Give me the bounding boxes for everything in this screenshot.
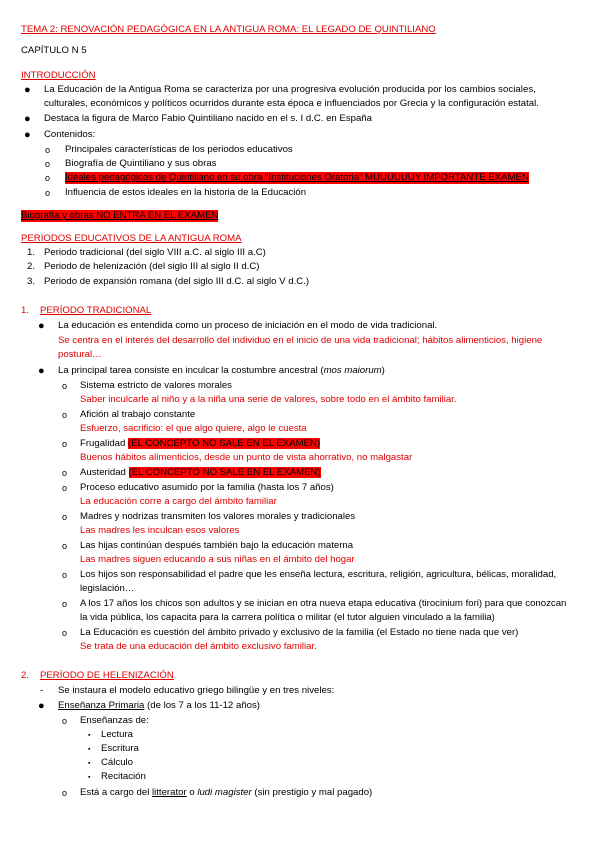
s1-item-3: Frugalidad (EL CONCEPTO NO SALE EN EL EXAMEN) [80, 438, 321, 449]
circle-bullet-icon: o [45, 159, 51, 169]
s1-item-3-note: Buenos hábitos alimenticios, desde un punto de vista ahorrativo, no malgastar [80, 452, 413, 463]
s1-note-1a: Se centra en el interés del desarrollo del individuo en el inicio de una vida tradicional; hábitos alimenticios, higiene [58, 335, 543, 346]
s2-subitem-1: Lectura [101, 729, 133, 740]
s1-item-7-note: Las madres siguen educando a sus niñas en el ámbito del hogar [80, 554, 355, 565]
circle-bullet-icon: o [62, 599, 68, 609]
circle-bullet-icon: o [62, 381, 68, 391]
s1-item-6-note: Las madres les inculcan esos valores [80, 525, 240, 536]
bullet-icon: ● [38, 700, 45, 712]
bullet-icon: ● [24, 129, 31, 141]
s1-bullet-1: La educación es entendida como un proceso de iniciación en el modo de vida tradicional. [58, 320, 438, 331]
s2-subitem-2: Escritura [101, 743, 139, 754]
s1-item-8b: legislación… [80, 583, 135, 594]
contents-item-4: Influencia de estos ideales en la historia de la Educación [65, 187, 307, 198]
s1-note-1b: postural… [58, 349, 102, 360]
square-bullet-icon: ▪ [88, 746, 91, 753]
periods-heading: PERIODOS EDUCATIVOS DE LA ANTIGUA ROMA [21, 233, 242, 244]
square-bullet-icon: ▪ [88, 732, 91, 739]
s2-item-2: Está a cargo del litterator o ludi magister (sin prestigio y mal pagado) [80, 787, 373, 798]
circle-bullet-icon: o [62, 716, 68, 726]
circle-bullet-icon: o [62, 628, 68, 638]
contents-item-3-highlighted: Ideales pedagógicos de Quintiliano en su obra "Instituciones Oratoria" MUUUUUUY IMPORTANTE EXAMEN [65, 172, 529, 183]
s1-item-5: Proceso educativo asumido por la familia (hasta los 7 años) [80, 482, 334, 493]
contents-item-1: Principales características de los periodos educativos [65, 144, 293, 155]
period-item-1: Periodo tradicional (del siglo VIII a.C. al siglo III a.C) [44, 247, 266, 258]
s1-item-1: Sistema estricto de valores morales [80, 380, 232, 391]
s1-item-9a: A los 17 años los chicos son adultos y se inician en otra nueva etapa educativa (tirocinium fori) para que conozcan [80, 598, 567, 609]
period-item-3: Periodo de expansión romana (del siglo III d.C. al siglo V d.C.) [44, 276, 310, 287]
s1-item-2-note: Esfuerzo, sacrificio: el que algo quiere, algo le cuesta [80, 423, 307, 434]
period-number: 1. [27, 247, 36, 258]
s1-item-7: Las hijas continúan después también bajo la educación materna [80, 540, 354, 551]
contents-item-2: Biografía de Quintiliano y sus obras [65, 158, 217, 169]
circle-bullet-icon: o [62, 788, 68, 798]
bullet-icon: ● [38, 320, 45, 332]
circle-bullet-icon: o [45, 145, 51, 155]
s1-item-4: Austeridad (EL CONCEPTO NO SALE EN EL EXAMEN) [80, 467, 321, 478]
intro-paragraph-1a: La Educación de la Antigua Roma se caracteriza por una progresiva evolución producida por los cambios sociales, [44, 84, 536, 95]
s1-item-8a: Los hijos son responsabilidad el padre que les enseña lectura, escritura, religión, agricultura, bélicas, moralidad, [80, 569, 557, 580]
circle-bullet-icon: o [62, 570, 68, 580]
circle-bullet-icon: o [45, 173, 51, 183]
s1-item-5-note: La educación corre a cargo del ámbito familiar [80, 496, 277, 507]
section-2-heading: PERÍODO DE HELENIZACIÓN [40, 670, 174, 681]
s2-bullet-1: Enseñanza Primaria (de los 7 a los 11-12 años) [58, 700, 260, 711]
intro-heading: INTRODUCCIÓN [21, 70, 96, 81]
intro-contents-label: Contenidos: [44, 129, 96, 140]
chapter-label: CAPÍTULO N 5 [21, 45, 87, 56]
intro-paragraph-1b: culturales, económicos y políticos ocurridos durante esta época e influenciados por Grecia y la configuración estatal. [44, 98, 539, 109]
circle-bullet-icon: o [62, 512, 68, 522]
section-1-number: 1. [21, 305, 30, 316]
circle-bullet-icon: o [62, 439, 68, 449]
dash-bullet-icon: - [40, 685, 44, 696]
page-title: TEMA 2: RENOVACIÓN PEDAGÓGICA EN LA ANTIGUA ROMA: EL LEGADO DE QUINTILIANO [21, 24, 436, 35]
circle-bullet-icon: o [62, 468, 68, 478]
s2-subitem-3: Cálculo [101, 757, 133, 768]
s1-item-2: Afición al trabajo constante [80, 409, 196, 420]
s2-dash-item: Se instaura el modelo educativo griego bilingüe y en tres niveles: [58, 685, 335, 696]
circle-bullet-icon: o [62, 410, 68, 420]
s2-subitem-4: Recitación [101, 771, 146, 782]
s2-item-1: Enseñanzas de: [80, 715, 149, 726]
square-bullet-icon: ▪ [88, 774, 91, 781]
period-item-2: Periodo de helenización (del siglo III al siglo II d.C) [44, 261, 260, 272]
biography-exam-note: Biografía y obras NO ENTRA EN EL EXAMEN [21, 210, 219, 221]
bullet-icon: ● [38, 365, 45, 377]
s1-item-10: La Educación es cuestión del ámbito privado y exclusivo de la familia (el Estado no tiene nada que ver) [80, 627, 519, 638]
s1-item-6: Madres y nodrizas transmiten los valores morales y tradicionales [80, 511, 356, 522]
section-1-heading: PERÍODO TRADICIONAL [40, 305, 152, 316]
s1-bullet-2: La principal tarea consiste en inculcar la costumbre ancestral (mos maiorum) [58, 365, 385, 376]
s1-item-9b: la vida pública, los capacita para la carrera política o militar (el tutor alguien vinculado a la familia) [80, 612, 495, 623]
circle-bullet-icon: o [62, 483, 68, 493]
circle-bullet-icon: o [62, 541, 68, 551]
period-number: 2. [27, 261, 36, 272]
intro-paragraph-2: Destaca la figura de Marco Fabio Quintiliano nacido en el s. I d.C. en España [44, 113, 372, 124]
circle-bullet-icon: o [45, 188, 51, 198]
section-2-number: 2. [21, 670, 30, 681]
s1-item-1-note: Saber inculcarle al niño y a la niña una serie de valores, sobre todo en el ámbito familiar. [80, 394, 457, 405]
bullet-icon: ● [24, 84, 31, 96]
period-number: 3. [27, 276, 36, 287]
bullet-icon: ● [24, 113, 31, 125]
s1-item-10-note: Se trata de una educación del ámbito exclusivo familiar. [80, 641, 317, 652]
square-bullet-icon: ▪ [88, 760, 91, 767]
